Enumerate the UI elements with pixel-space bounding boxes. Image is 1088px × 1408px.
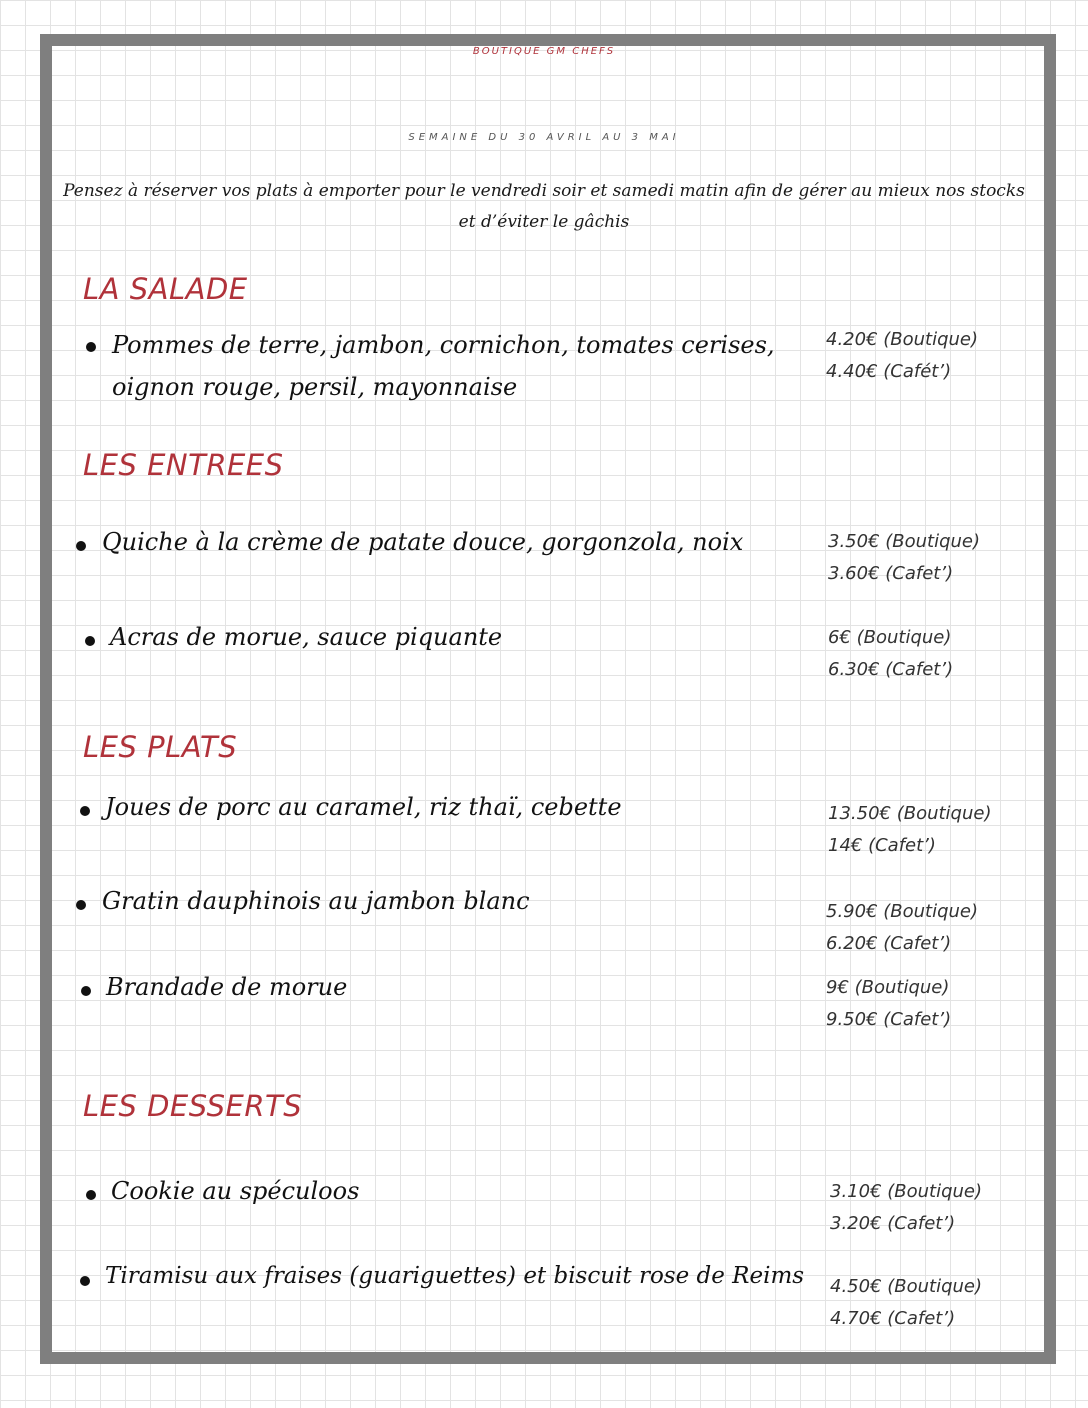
bullet-icon [86, 1190, 96, 1200]
section-heading-entrees: LES ENTREES [83, 448, 284, 482]
menu-item-prices [826, 324, 978, 388]
price-boutique: 5.90€ (Boutique) [826, 901, 979, 922]
price-cafet: 6.20€ (Cafet’) [826, 933, 952, 954]
price-boutique: 13.50€ (Boutique) [828, 803, 992, 824]
menu-item-prices [830, 1271, 982, 1335]
price-cafet: 4.70€ (Cafet’) [830, 1308, 956, 1329]
bullet-icon [85, 636, 95, 646]
menu-item-name: Brandade de morue [106, 973, 348, 1001]
menu-item-name: Quiche à la crème de patate douce, gorgonzola, noix [102, 528, 744, 556]
price-boutique: 4.50€ (Boutique) [830, 1276, 983, 1297]
bullet-icon [80, 806, 90, 816]
section-heading-salade: LA SALADE [83, 272, 248, 306]
price-boutique: 9€ (Boutique) [826, 977, 950, 998]
menu-item-prices [826, 972, 951, 1036]
price-cafet: 6.30€ (Cafet’) [828, 659, 954, 680]
section-heading-plats: LES PLATS [83, 730, 238, 764]
menu-item-name: Tiramisu aux fraises (guariguettes) et biscuit rose de Reims [105, 1263, 805, 1289]
menu-item-name: Cookie au spéculoos [111, 1177, 360, 1205]
menu-item-name: Joues de porc au caramel, riz thaï, cebette [105, 793, 622, 821]
price-cafet: 4.40€ (Cafét’) [826, 361, 952, 382]
week-subtitle: SEMAINE DU 30 AVRIL AU 3 MAI [408, 132, 680, 143]
menu-item-prices [828, 622, 953, 686]
price-cafet: 3.60€ (Cafet’) [828, 563, 954, 584]
menu-item-prices [826, 896, 978, 960]
section-heading-desserts: LES DESSERTS [83, 1089, 303, 1123]
bullet-icon [76, 900, 86, 910]
price-boutique: 3.50€ (Boutique) [828, 531, 981, 552]
price-cafet: 9.50€ (Cafet’) [826, 1009, 952, 1030]
price-boutique: 6€ (Boutique) [828, 627, 952, 648]
price-boutique: 3.10€ (Boutique) [830, 1181, 983, 1202]
menu-item-prices [828, 798, 992, 862]
bullet-icon [76, 541, 86, 551]
menu-item-name: Pommes de terre, jambon, cornichon, tomates cerises, oignon rouge, persil, mayonnaise [112, 331, 775, 401]
price-boutique: 4.20€ (Boutique) [826, 329, 979, 350]
price-cafet: 3.20€ (Cafet’) [830, 1213, 956, 1234]
menu-item-name: Gratin dauphinois au jambon blanc [102, 887, 530, 915]
price-cafet: 14€ (Cafet’) [828, 835, 936, 856]
bullet-icon [80, 1276, 90, 1286]
bullet-icon [81, 986, 91, 996]
menu-item-prices [828, 526, 980, 590]
menu-item-prices [830, 1176, 982, 1240]
menu-item-name: Acras de morue, sauce piquante [110, 623, 503, 651]
reservation-note: Pensez à réserver vos plats à emporter pour le vendredi soir et samedi matin afin de gérer au mieux nos stocks et d’éviter le gâchis [63, 181, 1025, 232]
menu-title: BOUTIQUE GM CHEFS [472, 46, 616, 57]
bullet-icon [86, 342, 96, 352]
